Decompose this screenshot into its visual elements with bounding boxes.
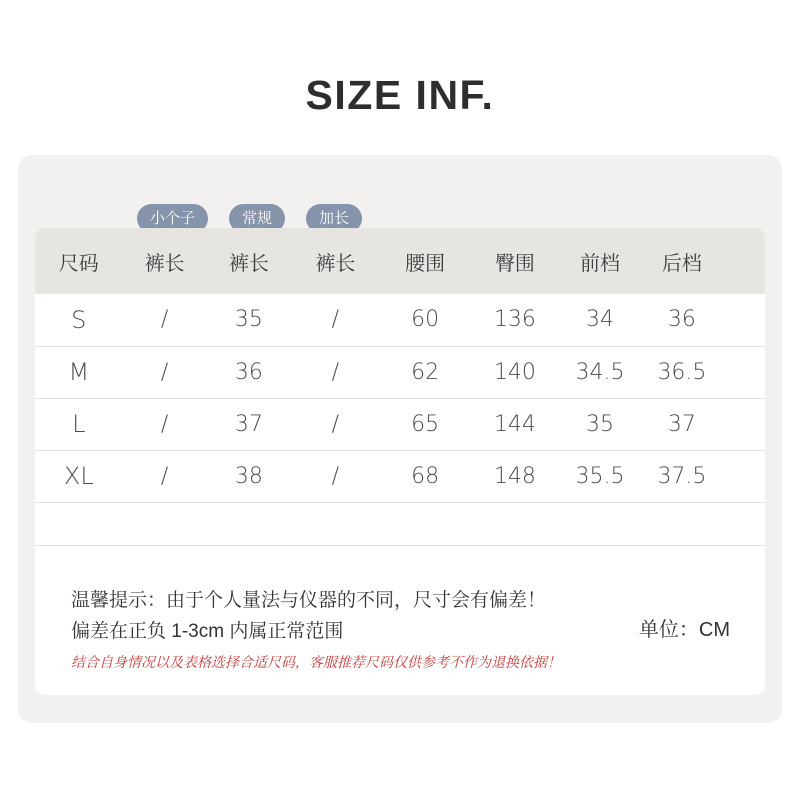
value-cell: / — [160, 411, 169, 437]
value-cell: 144 — [493, 411, 536, 437]
size-cell: S — [71, 305, 87, 334]
notes-block — [71, 588, 561, 672]
table-body — [35, 294, 765, 502]
table-row — [35, 294, 765, 346]
value-cell: 36.5 — [657, 359, 707, 385]
value-cell: / — [160, 463, 169, 489]
value-cell: 35.5 — [575, 463, 625, 489]
header-pant-length-extended: 裤长 — [315, 252, 356, 275]
size-table — [35, 228, 765, 546]
table-row — [35, 398, 765, 450]
value-cell: 37 — [667, 411, 696, 437]
size-card — [35, 228, 765, 695]
note-warning: 结合自身情况以及表格选择合适尺码，客服推荐尺码仅供参考不作为退换依据！ — [71, 654, 561, 670]
value-cell: 148 — [493, 463, 536, 489]
size-cell: M — [68, 358, 90, 386]
note-tip: 温馨提示：由于个人量法与仪器的不同，尺寸会有偏差！ — [71, 590, 547, 611]
header-back-rise: 后档 — [661, 252, 702, 275]
value-cell: 140 — [493, 359, 536, 385]
value-cell: 36 — [667, 307, 696, 333]
value-cell: / — [331, 411, 340, 437]
value-cell: 68 — [411, 463, 440, 489]
size-panel — [18, 155, 782, 723]
value-cell: 38 — [234, 463, 263, 489]
value-cell: / — [331, 359, 340, 385]
value-cell: 35 — [234, 307, 263, 333]
value-cell: 37 — [234, 411, 263, 437]
value-cell: 35 — [585, 411, 614, 437]
size-cell: L — [72, 410, 86, 438]
page-title: SIZE INF. — [305, 72, 495, 118]
table-header-row — [35, 228, 765, 294]
table-row — [35, 346, 765, 398]
value-cell: 37.5 — [657, 463, 707, 489]
value-cell: / — [160, 359, 169, 385]
table-row — [35, 450, 765, 502]
value-cell: 34 — [585, 307, 614, 333]
header-waist: 腰围 — [405, 252, 446, 275]
tag-extended: 加长 — [306, 204, 362, 233]
size-cell: XL — [63, 462, 94, 490]
value-cell: 36 — [234, 359, 263, 385]
empty-row — [35, 502, 765, 545]
value-cell: 65 — [411, 411, 440, 437]
header-size: 尺码 — [58, 252, 99, 275]
value-cell: 60 — [411, 307, 440, 333]
header-pant-length-petite: 裤长 — [144, 252, 185, 275]
header-front-rise: 前档 — [579, 252, 620, 275]
value-cell: / — [331, 463, 340, 489]
tag-petite: 小个子 — [137, 204, 208, 233]
tag-regular: 常规 — [229, 204, 285, 233]
value-cell: 136 — [493, 307, 536, 333]
header-hip: 臀围 — [494, 252, 535, 275]
note-range: 偏差在正负 1-3cm 内属正常范围 — [71, 621, 344, 642]
unit-label: 单位：CM — [638, 619, 730, 641]
value-cell: 34.5 — [575, 359, 625, 385]
value-cell: / — [331, 307, 340, 333]
header-pant-length-regular: 裤长 — [228, 252, 269, 275]
value-cell: 62 — [411, 359, 440, 385]
value-cell: / — [160, 307, 169, 333]
